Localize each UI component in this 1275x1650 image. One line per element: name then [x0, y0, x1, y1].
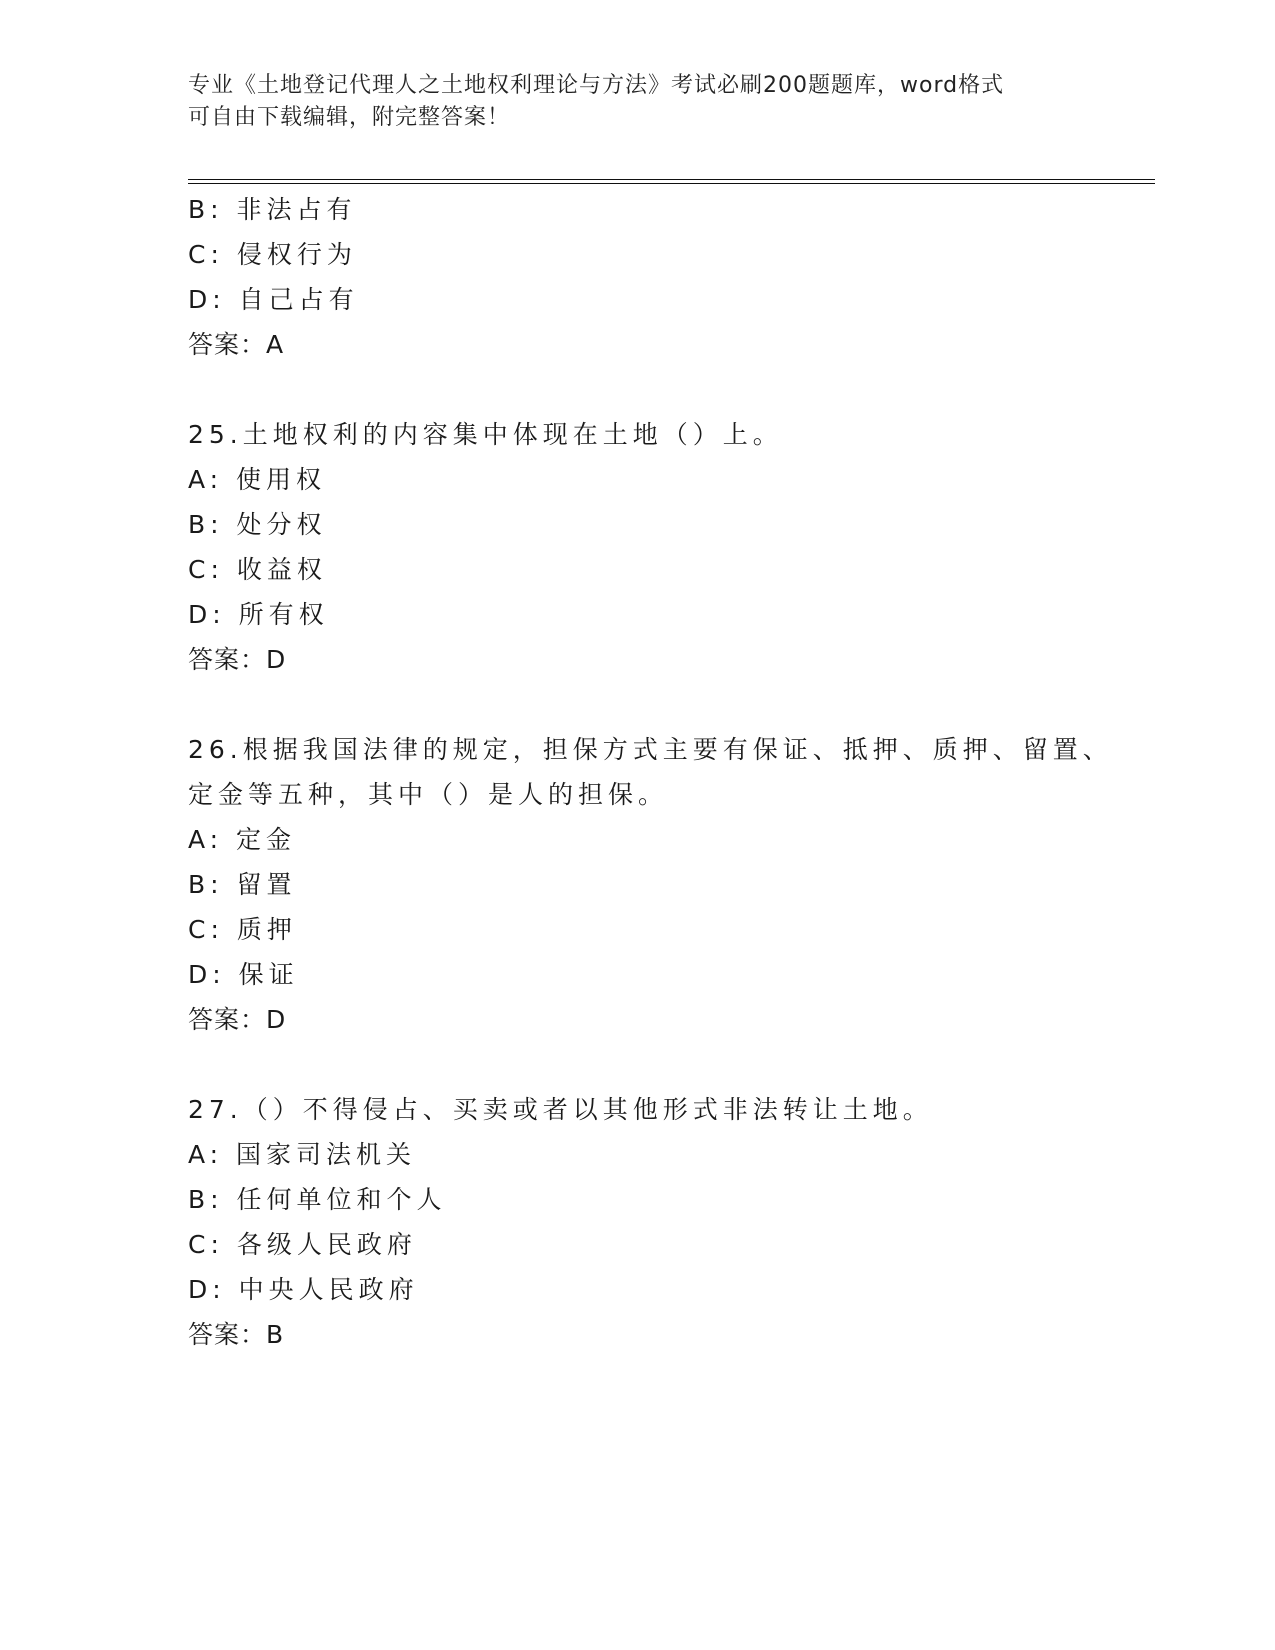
header-line-1: 专业《土地登记代理人之土地权利理论与方法》考试必刷200题题库，word格式: [188, 73, 1005, 98]
header-divider-bottom: [188, 183, 1155, 184]
q24-option-d: D: 自己占有: [188, 285, 359, 314]
q25-option-d: D: 所有权: [188, 600, 329, 629]
q27-option-c: C: 各级人民政府: [188, 1230, 417, 1259]
q27-option-a: A: 国家司法机关: [188, 1140, 417, 1169]
q27-stem: 27.（）不得侵占、买卖或者以其他形式非法转让土地。: [188, 1095, 933, 1124]
q24-answer: 答案：A: [188, 330, 285, 359]
q24-option-b: B: 非法占有: [188, 195, 357, 224]
header-divider-top: [188, 179, 1155, 180]
q26-option-d: D: 保证: [188, 960, 299, 989]
header-line-2: 可自由下载编辑，附完整答案！: [188, 105, 511, 130]
q25-option-c: C: 收益权: [188, 555, 327, 584]
q26-stem-line-2: 定金等五种，其中（）是人的担保。: [188, 780, 669, 809]
q25-answer: 答案：D: [188, 645, 287, 674]
q27-option-d: D: 中央人民政府: [188, 1275, 419, 1304]
document-header: [188, 70, 1088, 134]
q26-option-c: C: 质押: [188, 915, 297, 944]
q26-answer: 答案：D: [188, 1005, 287, 1034]
q24-option-c: C: 侵权行为: [188, 240, 357, 269]
q27-answer: 答案：B: [188, 1320, 285, 1349]
q26-option-a: A: 定金: [188, 825, 297, 854]
q25-option-b: B: 处分权: [188, 510, 327, 539]
q26-stem-line-1: 26.根据我国法律的规定，担保方式主要有保证、抵押、质押、留置、: [188, 735, 1113, 764]
q26-option-b: B: 留置: [188, 870, 297, 899]
q25-stem: 25.土地权利的内容集中体现在土地（）上。: [188, 420, 783, 449]
q27-option-b: B: 任何单位和个人: [188, 1185, 447, 1214]
q25-option-a: A: 使用权: [188, 465, 327, 494]
